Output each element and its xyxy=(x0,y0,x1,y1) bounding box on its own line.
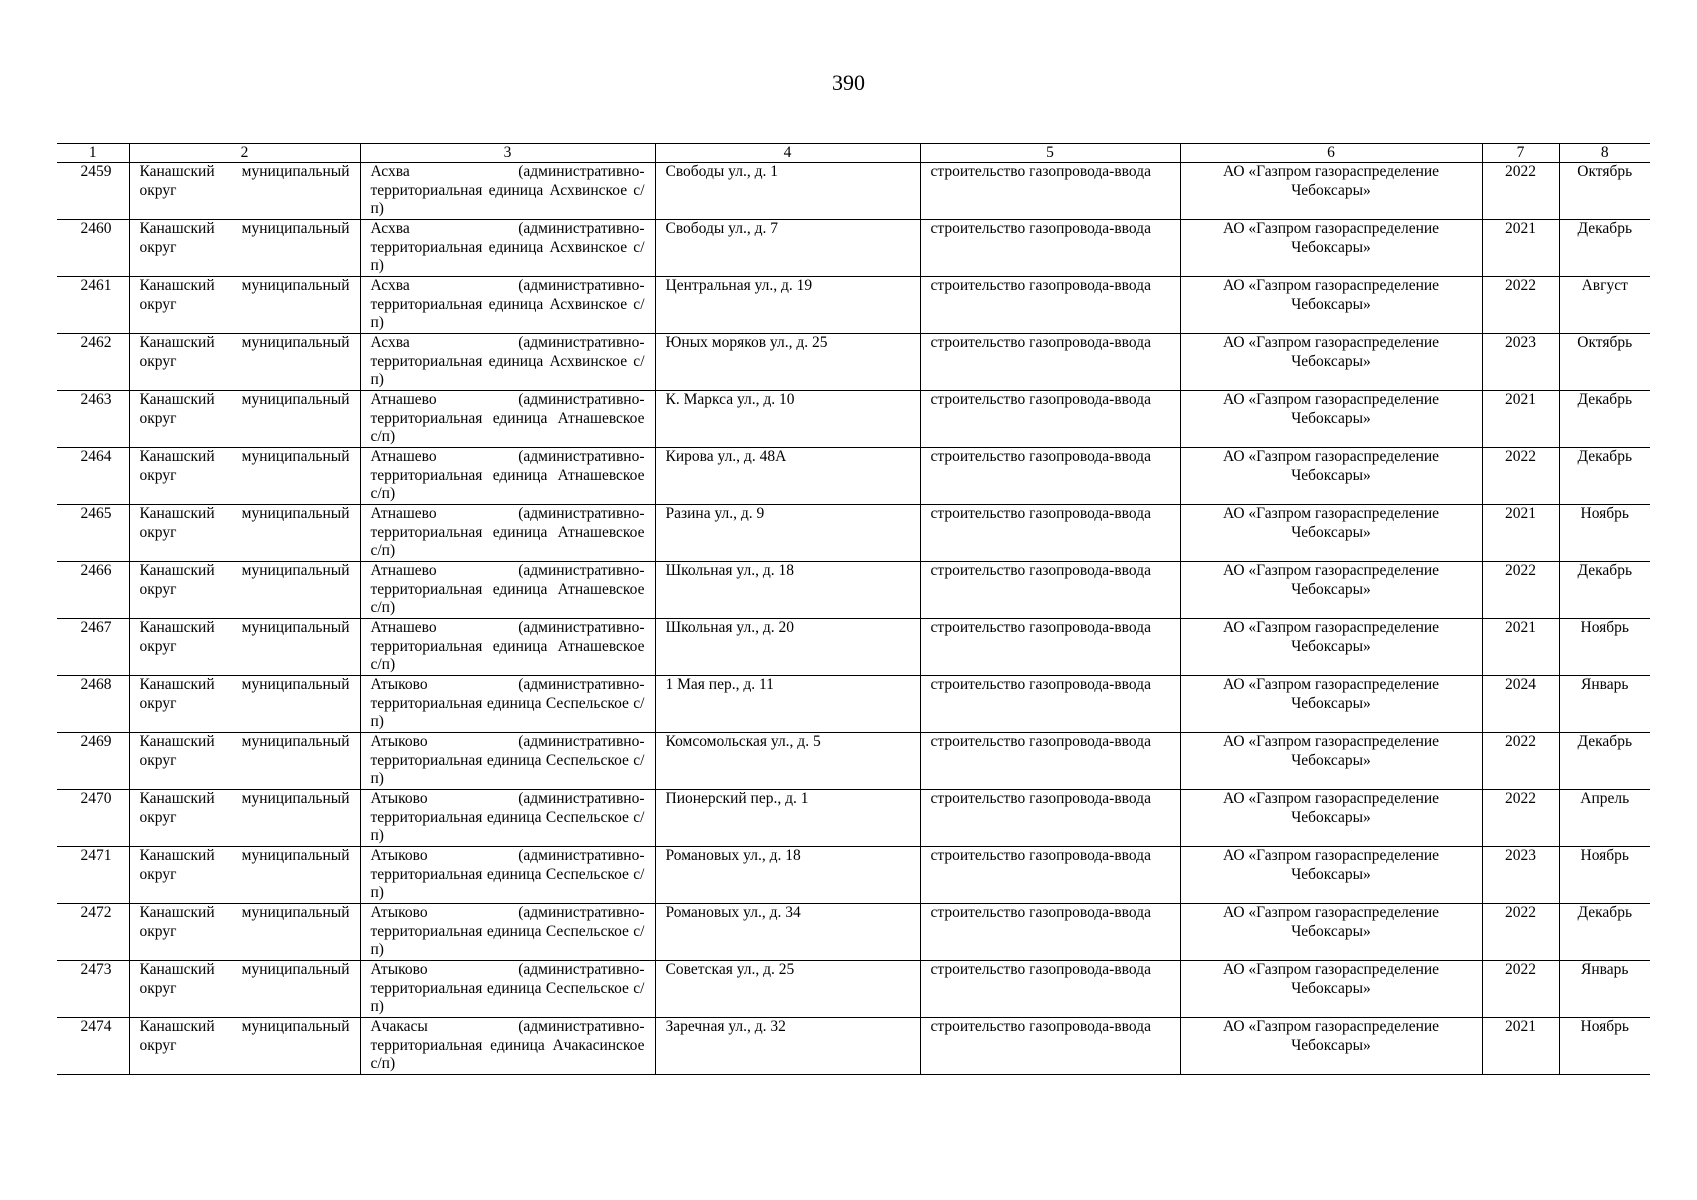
district-cell: Канашский муниципальный округ xyxy=(129,562,360,619)
organization-cell: АО «Газпром газораспределение Чебоксары» xyxy=(1180,277,1482,334)
locality-cell: Асхва (административно-территориальная единица Асхвинское с/п) xyxy=(360,163,655,220)
locality-cell: Атнашево (административно-территориальная единица Атнашевское с/п) xyxy=(360,619,655,676)
locality-cell: Атыково (административно-территориальная единица Сеспельское с/п) xyxy=(360,904,655,961)
table-row xyxy=(57,619,1650,676)
month-cell: Декабрь xyxy=(1559,733,1650,790)
month-cell: Август xyxy=(1559,277,1650,334)
year-cell: 2022 xyxy=(1482,163,1559,220)
work-type-cell: строительство газопровода-ввода xyxy=(920,334,1180,391)
work-type-cell: строительство газопровода-ввода xyxy=(920,619,1180,676)
column-header: 5 xyxy=(920,144,1180,163)
district-cell: Канашский муниципальный округ xyxy=(129,277,360,334)
month-cell: Декабрь xyxy=(1559,448,1650,505)
work-type-cell: строительство газопровода-ввода xyxy=(920,676,1180,733)
district-cell: Канашский муниципальный округ xyxy=(129,619,360,676)
year-cell: 2021 xyxy=(1482,220,1559,277)
year-cell: 2022 xyxy=(1482,961,1559,1018)
year-cell: 2022 xyxy=(1482,448,1559,505)
year-cell: 2021 xyxy=(1482,1018,1559,1075)
address-cell: Советская ул., д. 25 xyxy=(655,961,920,1018)
year-cell: 2022 xyxy=(1482,562,1559,619)
address-cell: Разина ул., д. 9 xyxy=(655,505,920,562)
organization-cell: АО «Газпром газораспределение Чебоксары» xyxy=(1180,619,1482,676)
locality-cell: Асхва (административно-территориальная единица Асхвинское с/п) xyxy=(360,334,655,391)
work-type-cell: строительство газопровода-ввода xyxy=(920,1018,1180,1075)
address-cell: Заречная ул., д. 32 xyxy=(655,1018,920,1075)
column-header: 4 xyxy=(655,144,920,163)
locality-cell: Ачакасы (административно-территориальная единица Ачакасинское с/п) xyxy=(360,1018,655,1075)
address-cell: Романовых ул., д. 18 xyxy=(655,847,920,904)
address-cell: Юных моряков ул., д. 25 xyxy=(655,334,920,391)
work-type-cell: строительство газопровода-ввода xyxy=(920,904,1180,961)
year-cell: 2022 xyxy=(1482,790,1559,847)
table-row xyxy=(57,904,1650,961)
district-cell: Канашский муниципальный округ xyxy=(129,961,360,1018)
month-cell: Ноябрь xyxy=(1559,619,1650,676)
table-row xyxy=(57,676,1650,733)
month-cell: Октябрь xyxy=(1559,334,1650,391)
locality-cell: Атнашево (административно-территориальная единица Атнашевское с/п) xyxy=(360,391,655,448)
row-number-cell: 2473 xyxy=(57,961,129,1018)
table-row xyxy=(57,220,1650,277)
district-cell: Канашский муниципальный округ xyxy=(129,334,360,391)
row-number-cell: 2474 xyxy=(57,1018,129,1075)
district-cell: Канашский муниципальный округ xyxy=(129,1018,360,1075)
organization-cell: АО «Газпром газораспределение Чебоксары» xyxy=(1180,163,1482,220)
table-row xyxy=(57,847,1650,904)
table-row xyxy=(57,391,1650,448)
row-number-cell: 2460 xyxy=(57,220,129,277)
work-type-cell: строительство газопровода-ввода xyxy=(920,448,1180,505)
table-row xyxy=(57,277,1650,334)
organization-cell: АО «Газпром газораспределение Чебоксары» xyxy=(1180,562,1482,619)
work-type-cell: строительство газопровода-ввода xyxy=(920,961,1180,1018)
address-cell: Кирова ул., д. 48А xyxy=(655,448,920,505)
district-cell: Канашский муниципальный округ xyxy=(129,505,360,562)
work-type-cell: строительство газопровода-ввода xyxy=(920,790,1180,847)
organization-cell: АО «Газпром газораспределение Чебоксары» xyxy=(1180,448,1482,505)
month-cell: Январь xyxy=(1559,961,1650,1018)
row-number-cell: 2462 xyxy=(57,334,129,391)
organization-cell: АО «Газпром газораспределение Чебоксары» xyxy=(1180,220,1482,277)
column-header: 3 xyxy=(360,144,655,163)
address-cell: Свободы ул., д. 7 xyxy=(655,220,920,277)
year-cell: 2023 xyxy=(1482,847,1559,904)
table-row xyxy=(57,163,1650,220)
month-cell: Декабрь xyxy=(1559,562,1650,619)
page-number: 390 xyxy=(832,70,865,95)
work-type-cell: строительство газопровода-ввода xyxy=(920,562,1180,619)
table-row xyxy=(57,334,1650,391)
year-cell: 2024 xyxy=(1482,676,1559,733)
table-row xyxy=(57,961,1650,1018)
address-cell: К. Маркса ул., д. 10 xyxy=(655,391,920,448)
month-cell: Ноябрь xyxy=(1559,1018,1650,1075)
row-number-cell: 2468 xyxy=(57,676,129,733)
district-cell: Канашский муниципальный округ xyxy=(129,163,360,220)
locality-cell: Атыково (административно-территориальная единица Сеспельское с/п) xyxy=(360,961,655,1018)
month-cell: Декабрь xyxy=(1559,391,1650,448)
locality-cell: Атыково (административно-территориальная единица Сеспельское с/п) xyxy=(360,676,655,733)
organization-cell: АО «Газпром газораспределение Чебоксары» xyxy=(1180,790,1482,847)
row-number-cell: 2470 xyxy=(57,790,129,847)
row-number-cell: 2472 xyxy=(57,904,129,961)
month-cell: Ноябрь xyxy=(1559,847,1650,904)
address-cell: Комсомольская ул., д. 5 xyxy=(655,733,920,790)
address-cell: Свободы ул., д. 1 xyxy=(655,163,920,220)
organization-cell: АО «Газпром газораспределение Чебоксары» xyxy=(1180,733,1482,790)
month-cell: Декабрь xyxy=(1559,220,1650,277)
locality-cell: Атнашево (административно-территориальная единица Атнашевское с/п) xyxy=(360,448,655,505)
data-table xyxy=(57,143,1650,1075)
organization-cell: АО «Газпром газораспределение Чебоксары» xyxy=(1180,676,1482,733)
table-body xyxy=(57,163,1650,1075)
locality-cell: Атыково (административно-территориальная единица Сеспельское с/п) xyxy=(360,847,655,904)
organization-cell: АО «Газпром газораспределение Чебоксары» xyxy=(1180,904,1482,961)
row-number-cell: 2467 xyxy=(57,619,129,676)
address-cell: Школьная ул., д. 18 xyxy=(655,562,920,619)
work-type-cell: строительство газопровода-ввода xyxy=(920,163,1180,220)
header-row xyxy=(57,144,1650,163)
row-number-cell: 2471 xyxy=(57,847,129,904)
work-type-cell: строительство газопровода-ввода xyxy=(920,277,1180,334)
row-number-cell: 2459 xyxy=(57,163,129,220)
table-row xyxy=(57,790,1650,847)
row-number-cell: 2469 xyxy=(57,733,129,790)
table-row xyxy=(57,1018,1650,1075)
table-row xyxy=(57,733,1650,790)
address-cell: Школьная ул., д. 20 xyxy=(655,619,920,676)
district-cell: Канашский муниципальный округ xyxy=(129,904,360,961)
locality-cell: Атнашево (административно-территориальная единица Атнашевское с/п) xyxy=(360,562,655,619)
address-cell: Центральная ул., д. 19 xyxy=(655,277,920,334)
locality-cell: Атнашево (административно-территориальная единица Атнашевское с/п) xyxy=(360,505,655,562)
table-row xyxy=(57,448,1650,505)
table-row xyxy=(57,505,1650,562)
table-row xyxy=(57,562,1650,619)
column-header: 6 xyxy=(1180,144,1482,163)
organization-cell: АО «Газпром газораспределение Чебоксары» xyxy=(1180,1018,1482,1075)
month-cell: Апрель xyxy=(1559,790,1650,847)
address-cell: 1 Мая пер., д. 11 xyxy=(655,676,920,733)
month-cell: Ноябрь xyxy=(1559,505,1650,562)
organization-cell: АО «Газпром газораспределение Чебоксары» xyxy=(1180,334,1482,391)
work-type-cell: строительство газопровода-ввода xyxy=(920,220,1180,277)
district-cell: Канашский муниципальный округ xyxy=(129,220,360,277)
organization-cell: АО «Газпром газораспределение Чебоксары» xyxy=(1180,505,1482,562)
year-cell: 2022 xyxy=(1482,733,1559,790)
year-cell: 2021 xyxy=(1482,505,1559,562)
district-cell: Канашский муниципальный округ xyxy=(129,847,360,904)
organization-cell: АО «Газпром газораспределение Чебоксары» xyxy=(1180,847,1482,904)
year-cell: 2021 xyxy=(1482,391,1559,448)
work-type-cell: строительство газопровода-ввода xyxy=(920,505,1180,562)
district-cell: Канашский муниципальный округ xyxy=(129,733,360,790)
district-cell: Канашский муниципальный округ xyxy=(129,676,360,733)
row-number-cell: 2466 xyxy=(57,562,129,619)
district-cell: Канашский муниципальный округ xyxy=(129,391,360,448)
work-type-cell: строительство газопровода-ввода xyxy=(920,733,1180,790)
month-cell: Октябрь xyxy=(1559,163,1650,220)
column-header: 2 xyxy=(129,144,360,163)
row-number-cell: 2463 xyxy=(57,391,129,448)
district-cell: Канашский муниципальный округ xyxy=(129,790,360,847)
district-cell: Канашский муниципальный округ xyxy=(129,448,360,505)
year-cell: 2022 xyxy=(1482,277,1559,334)
year-cell: 2021 xyxy=(1482,619,1559,676)
year-cell: 2023 xyxy=(1482,334,1559,391)
locality-cell: Атыково (административно-территориальная единица Сеспельское с/п) xyxy=(360,790,655,847)
year-cell: 2022 xyxy=(1482,904,1559,961)
row-number-cell: 2465 xyxy=(57,505,129,562)
row-number-cell: 2464 xyxy=(57,448,129,505)
column-header: 7 xyxy=(1482,144,1559,163)
address-cell: Романовых ул., д. 34 xyxy=(655,904,920,961)
work-type-cell: строительство газопровода-ввода xyxy=(920,391,1180,448)
locality-cell: Атыково (административно-территориальная единица Сеспельское с/п) xyxy=(360,733,655,790)
month-cell: Декабрь xyxy=(1559,904,1650,961)
month-cell: Январь xyxy=(1559,676,1650,733)
organization-cell: АО «Газпром газораспределение Чебоксары» xyxy=(1180,391,1482,448)
locality-cell: Асхва (административно-территориальная единица Асхвинское с/п) xyxy=(360,220,655,277)
row-number-cell: 2461 xyxy=(57,277,129,334)
column-header: 8 xyxy=(1559,144,1650,163)
address-cell: Пионерский пер., д. 1 xyxy=(655,790,920,847)
work-type-cell: строительство газопровода-ввода xyxy=(920,847,1180,904)
column-header: 1 xyxy=(57,144,129,163)
organization-cell: АО «Газпром газораспределение Чебоксары» xyxy=(1180,961,1482,1018)
locality-cell: Асхва (административно-территориальная единица Асхвинское с/п) xyxy=(360,277,655,334)
